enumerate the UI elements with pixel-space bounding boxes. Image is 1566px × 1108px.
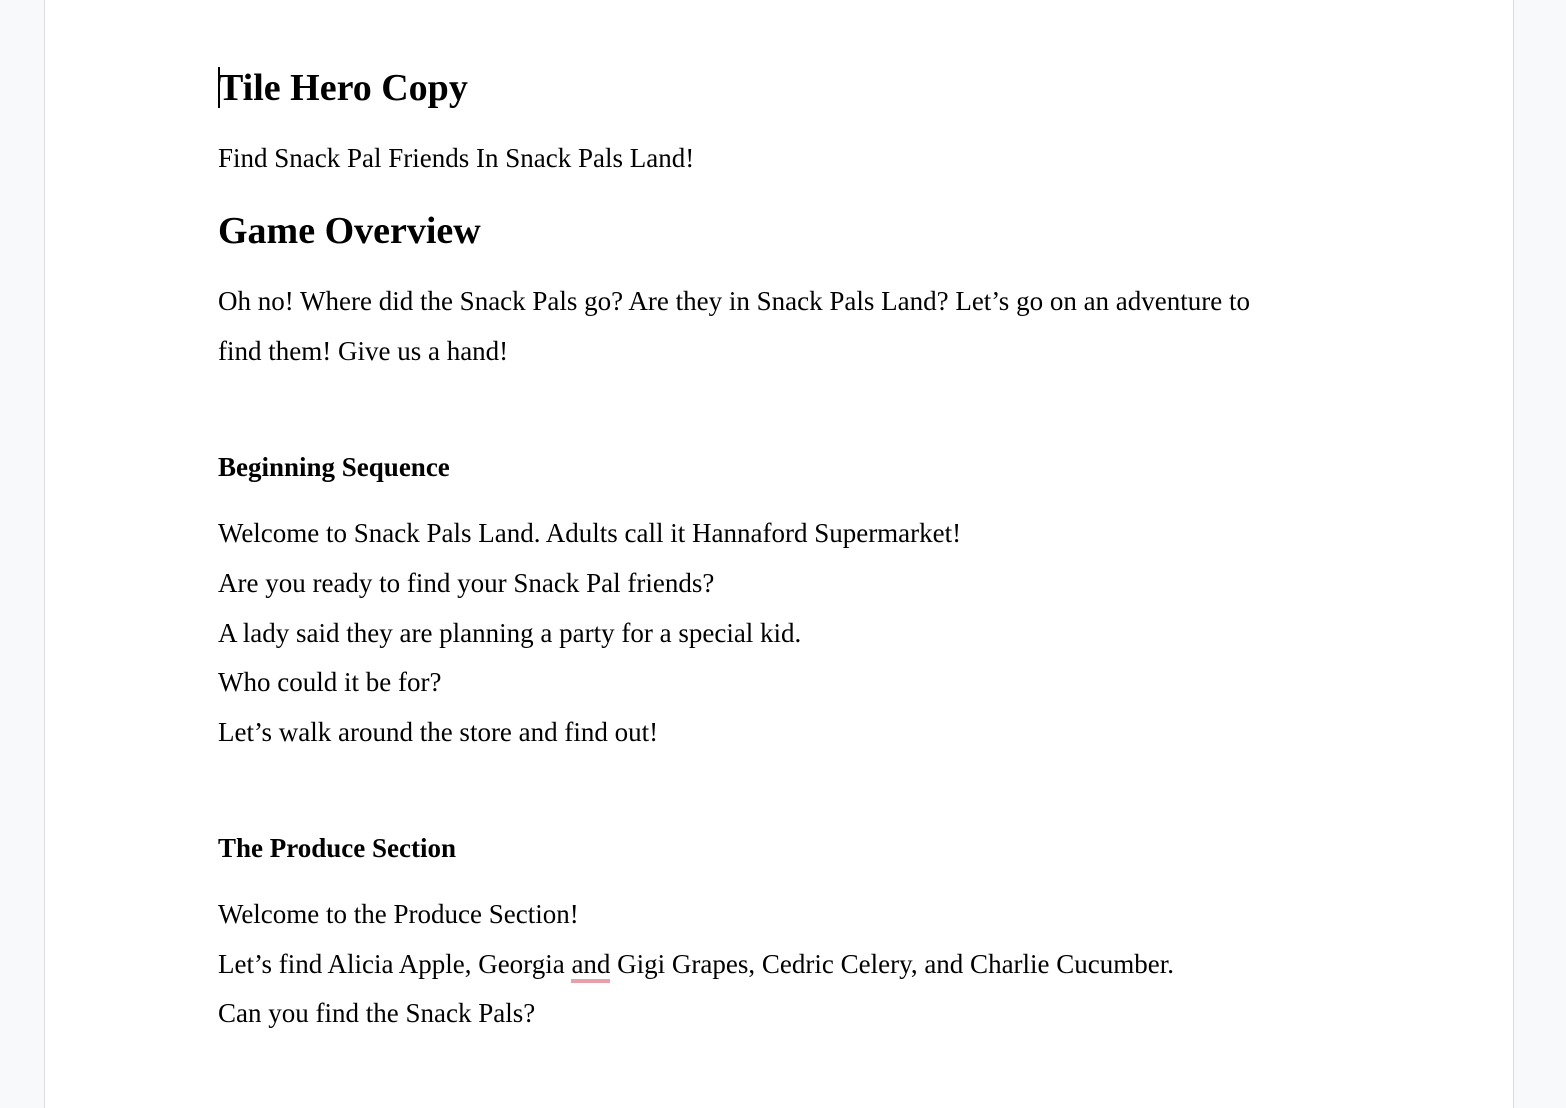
beginning-sequence-heading[interactable]: Beginning Sequence [218, 452, 450, 482]
document-title[interactable]: Tile Hero Copy [218, 67, 468, 109]
beginning-line-2[interactable]: Are you ready to find your Snack Pal friends? [218, 568, 715, 598]
spellcheck-flagged-word[interactable]: and [571, 949, 610, 983]
produce-line-2-end: Gigi Grapes, Cedric Celery, and Charlie Cucumber. [610, 949, 1175, 979]
game-overview-heading[interactable]: Game Overview [218, 210, 481, 252]
beginning-line-5[interactable]: Let’s walk around the store and find out! [218, 717, 659, 747]
beginning-line-1[interactable]: Welcome to Snack Pals Land. Adults call it Hannaford Supermarket! [218, 518, 962, 548]
beginning-line-4[interactable]: Who could it be for? [218, 667, 442, 697]
produce-line-2[interactable] [218, 951, 1174, 978]
tile-hero-text[interactable]: Find Snack Pal Friends In Snack Pals Land! [218, 143, 695, 173]
overview-paragraph-line-2[interactable]: find them! Give us a hand! [218, 336, 509, 366]
produce-section-heading[interactable]: The Produce Section [218, 833, 456, 863]
produce-line-3[interactable]: Can you find the Snack Pals? [218, 998, 536, 1028]
produce-line-2-start: Let’s find Alicia Apple, Georgia [218, 949, 572, 979]
beginning-line-3[interactable]: A lady said they are planning a party for a special kid. [218, 618, 802, 648]
produce-line-1[interactable]: Welcome to the Produce Section! [218, 899, 579, 929]
overview-paragraph-line-1[interactable]: Oh no! Where did the Snack Pals go? Are they in Snack Pals Land? Let’s go on an adventure to [218, 286, 1250, 316]
